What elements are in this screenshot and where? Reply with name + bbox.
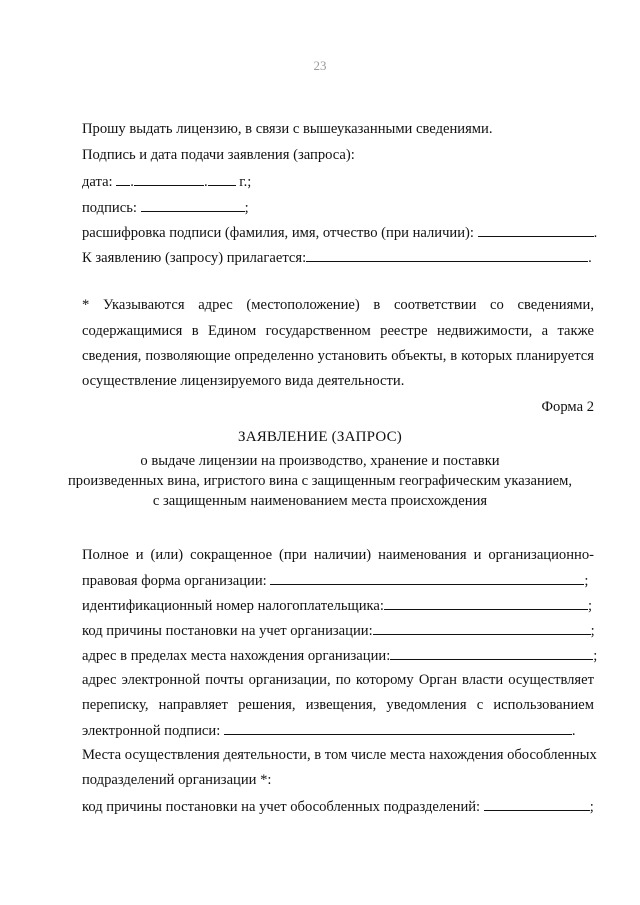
page-number: 23	[313, 58, 327, 73]
kpp-row	[82, 621, 594, 640]
subtitle-line-3: с защищенным наименованием места происхождения	[152, 493, 488, 509]
kpp-end: ;	[590, 623, 595, 639]
inn-row	[82, 596, 594, 615]
signature-blank	[141, 198, 245, 212]
subtitle-line-1: о выдаче лицензии на производство, хранение и поставки	[140, 453, 500, 469]
address-row	[82, 646, 598, 665]
kpp-label: код причины постановки на учет организации:	[82, 623, 373, 639]
places-line-1: Места осуществления деятельности, в том числе места нахождения обособленных	[82, 747, 597, 763]
inn-label: идентификационный номер налогоплательщика:	[82, 598, 384, 614]
attached-label: К заявлению (запросу) прилагается:	[82, 250, 307, 266]
name-label: правовая форма организации:	[82, 573, 267, 589]
signature-row	[82, 198, 594, 217]
name-end: ;	[584, 573, 589, 589]
email-end: .	[571, 723, 576, 739]
kpp-sub-row	[82, 797, 594, 816]
inn-end: ;	[587, 598, 593, 614]
email-blank	[224, 721, 572, 735]
kpp-blank	[373, 621, 591, 635]
signature-label: подпись:	[82, 200, 137, 216]
address-label: адрес в пределах места нахождения организации:	[82, 648, 391, 664]
kpp-sub-blank	[484, 797, 590, 811]
day-blank	[116, 172, 130, 186]
inn-blank	[384, 596, 588, 610]
email-label: электронной подписи:	[82, 723, 221, 739]
request-text: Прошу выдать лицензию, в связи с вышеуказанными сведениями.	[82, 121, 493, 137]
footnote-line-4: осуществление лицензируемого вида деятельности.	[82, 373, 405, 389]
name-row	[82, 571, 594, 590]
footnote-line-3: сведения, позволяющие определенно установить объекты, в которых планируется	[82, 348, 594, 364]
decoding-blank	[478, 223, 594, 237]
name-blank	[270, 571, 584, 585]
attached-row	[82, 248, 594, 267]
date-row: дата: . . г.;	[82, 174, 252, 190]
attached-end: .	[588, 250, 592, 266]
decoding-end: .	[593, 225, 598, 241]
subtitle-line-2: произведенных вина, игристого вина с защищенным географическим указанием,	[67, 473, 573, 489]
footnote-line-1: * Указываются адрес (местоположение) в соответствии со сведениями,	[82, 297, 594, 313]
email-line-2: переписку, направляет решения, извещения, уведомления с использованием	[82, 697, 594, 713]
footnote-line-2: содержащимися в Едином государственном реестре недвижимости, а также	[82, 323, 594, 339]
document-title: ЗАЯВЛЕНИЕ (ЗАПРОС)	[237, 429, 402, 445]
kpp-sub-end: ;	[589, 799, 594, 815]
kpp-sub-label: код причины постановки на учет обособленных подразделений:	[82, 799, 481, 815]
year-suffix: г.;	[239, 174, 252, 190]
form-label: Форма 2	[541, 399, 594, 415]
attached-blank	[306, 248, 588, 262]
places-line-2: подразделений организации *:	[82, 772, 272, 788]
year-blank	[208, 172, 236, 186]
email-row	[82, 721, 594, 740]
decoding-label: расшифровка подписи (фамилия, имя, отчество (при наличии):	[82, 225, 474, 241]
decoding-row	[82, 223, 598, 242]
month-blank	[134, 172, 204, 186]
email-line-1: адрес электронной почты организации, по которому Орган власти осуществляет	[82, 672, 594, 688]
signature-date-label: Подпись и дата подачи заявления (запроса):	[82, 147, 355, 163]
signature-end: ;	[244, 200, 249, 216]
date-label: дата:	[82, 174, 113, 190]
address-end: ;	[593, 648, 598, 664]
name-line-1: Полное и (или) сокращенное (при наличии) наименования и организационно-	[82, 547, 594, 563]
address-blank	[390, 646, 593, 660]
